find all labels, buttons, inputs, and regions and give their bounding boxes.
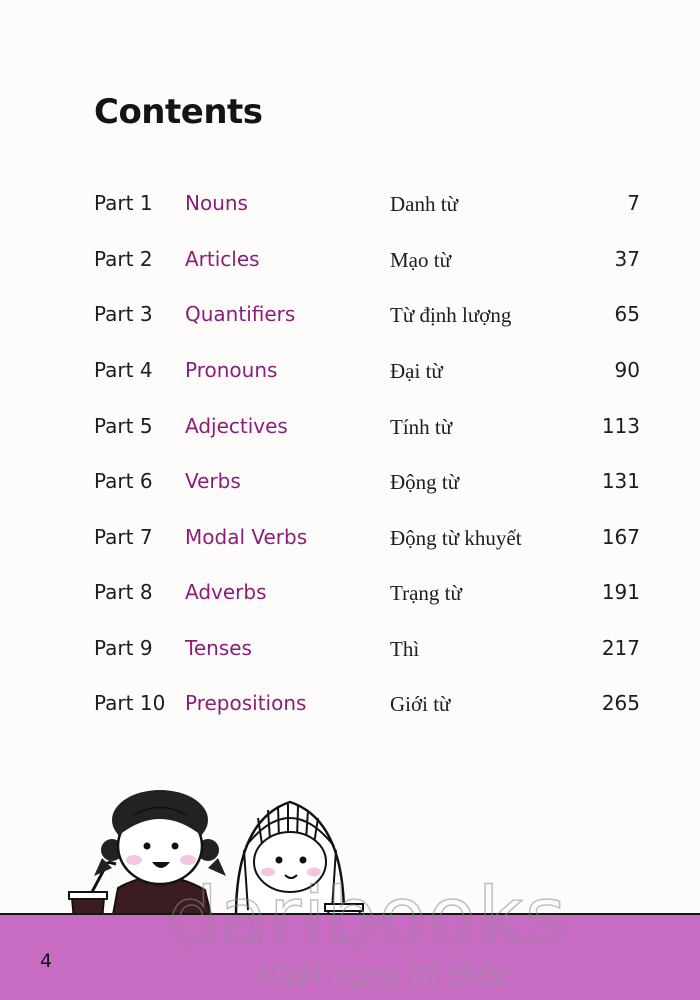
toc-page-number: 167 <box>601 525 640 549</box>
toc-page-number: 65 <box>614 302 640 326</box>
toc-english-title: Modal Verbs <box>185 525 308 549</box>
page-number: 4 <box>40 950 53 972</box>
toc-page-number: 191 <box>601 580 640 604</box>
toc-vietnamese-title: Danh từ <box>390 192 458 216</box>
toc-english-title: Nouns <box>185 191 248 215</box>
toc-part: Part 8 <box>94 580 153 604</box>
toc-vietnamese-title: Từ định lượng <box>390 303 512 327</box>
toc-row-4[interactable] <box>0 352 700 392</box>
toc-page-number: 37 <box>614 247 640 271</box>
toc-row-6[interactable] <box>0 463 700 503</box>
toc-vietnamese-title: Tính từ <box>390 415 453 439</box>
toc-row-9[interactable] <box>0 630 700 670</box>
toc-english-title: Adverbs <box>185 580 267 604</box>
toc-part: Part 9 <box>94 636 153 660</box>
toc-english-title: Articles <box>185 247 260 271</box>
toc-row-1[interactable] <box>0 185 700 225</box>
toc-page-number: 113 <box>601 414 640 438</box>
toc-row-8[interactable] <box>0 574 700 614</box>
watermark-tagline: Khát vọng tri thức <box>258 958 511 991</box>
toc-english-title: Verbs <box>185 469 241 493</box>
toc-vietnamese-title: Trạng từ <box>390 581 462 605</box>
toc-english-title: Pronouns <box>185 358 278 382</box>
toc-part: Part 2 <box>94 247 153 271</box>
toc-vietnamese-title: Đại từ <box>390 359 443 383</box>
page-title: Contents <box>94 92 263 132</box>
toc-vietnamese-title: Giới từ <box>390 692 451 716</box>
toc-english-title: Tenses <box>185 636 252 660</box>
toc-vietnamese-title: Động từ khuyết <box>390 526 522 550</box>
toc-page-number: 7 <box>627 191 640 215</box>
toc-english-title: Prepositions <box>185 691 307 715</box>
toc-row-3[interactable] <box>0 296 700 336</box>
toc-row-2[interactable] <box>0 241 700 281</box>
watermark: daribooks <box>168 872 568 962</box>
toc-row-7[interactable] <box>0 519 700 559</box>
toc-part: Part 3 <box>94 302 153 326</box>
toc-row-5[interactable] <box>0 408 700 448</box>
toc-english-title: Quantifiers <box>185 302 296 326</box>
toc-page-number: 217 <box>601 636 640 660</box>
toc-english-title: Adjectives <box>185 414 288 438</box>
toc-page-number: 90 <box>614 358 640 382</box>
toc-part: Part 5 <box>94 414 153 438</box>
toc-vietnamese-title: Thì <box>390 637 420 661</box>
toc-page-number: 131 <box>601 469 640 493</box>
toc-part: Part 4 <box>94 358 153 382</box>
toc-vietnamese-title: Động từ <box>390 470 460 494</box>
toc-row-10[interactable] <box>0 685 700 725</box>
toc-page-number: 265 <box>601 691 640 715</box>
toc-vietnamese-title: Mạo từ <box>390 248 451 272</box>
toc-part: Part 1 <box>94 191 153 215</box>
toc-part: Part 7 <box>94 525 153 549</box>
toc-part: Part 6 <box>94 469 153 493</box>
toc-part: Part 10 <box>94 691 166 715</box>
